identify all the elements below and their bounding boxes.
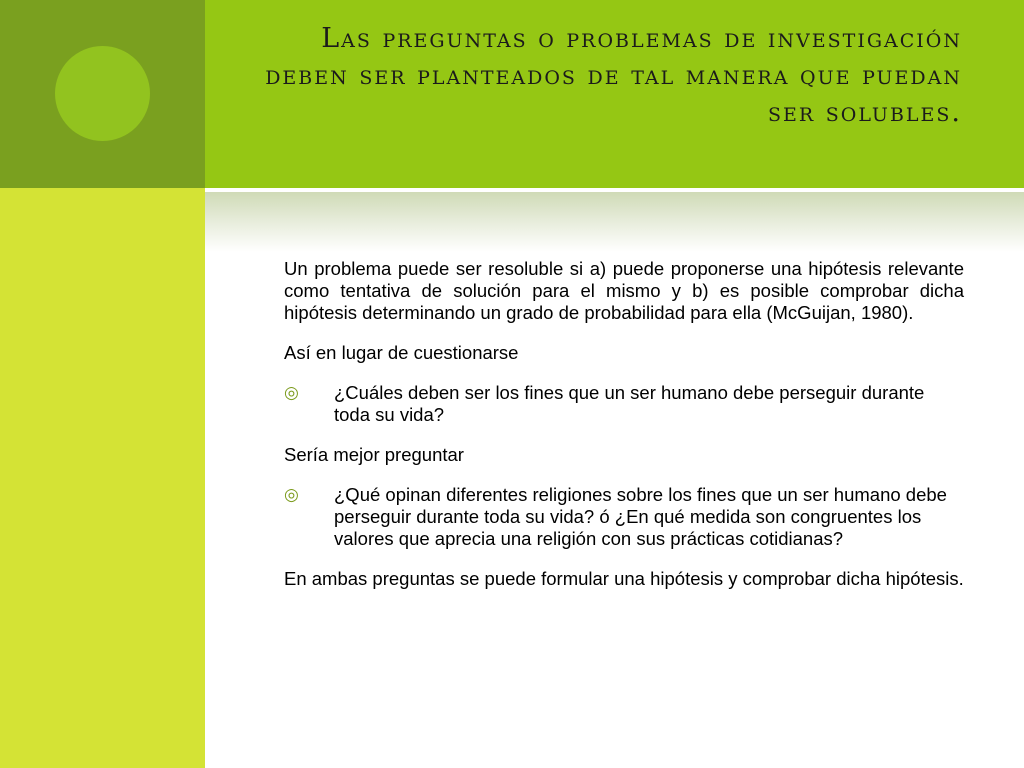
slide-body	[284, 258, 964, 608]
decorative-circle	[55, 46, 150, 141]
concentric-circles-icon: ◎	[284, 383, 299, 402]
banner-divider	[205, 188, 1024, 191]
paragraph-definition: Un problema puede ser resoluble si a) puede proponerse una hipótesis relevante como tentativa de solución para el mismo y b) es posible comprobar dicha hipótesis determinando un grado de probabilidad para ella (McGuijan, 1980).	[284, 258, 964, 323]
concentric-circles-icon: ◎	[284, 485, 299, 504]
bullet-item	[284, 484, 964, 550]
title-banner	[205, 0, 1024, 188]
paragraph-better: Sería mejor preguntar	[284, 444, 464, 465]
sidebar-bottom-block	[0, 188, 205, 768]
bullet-text: ¿Cuáles deben ser los fines que un ser humano debe perseguir durante toda su vida?	[334, 382, 925, 425]
gradient-band	[205, 192, 1024, 252]
paragraph-instead: Así en lugar de cuestionarse	[284, 342, 519, 363]
slide-title: Las preguntas o problemas de investigación deben ser planteados de tal manera que puedan ser solubles.	[265, 23, 962, 128]
bullet-text: ¿Qué opinan diferentes religiones sobre los fines que un ser humano debe perseguir durante toda su vida? ó ¿En qué medida son congruentes los valores que aprecia una religión con sus prácticas cotidianas?	[334, 484, 947, 549]
paragraph-conclusion: En ambas preguntas se puede formular una hipótesis y comprobar dicha hipótesis.	[284, 568, 964, 589]
bullet-item	[284, 382, 964, 426]
